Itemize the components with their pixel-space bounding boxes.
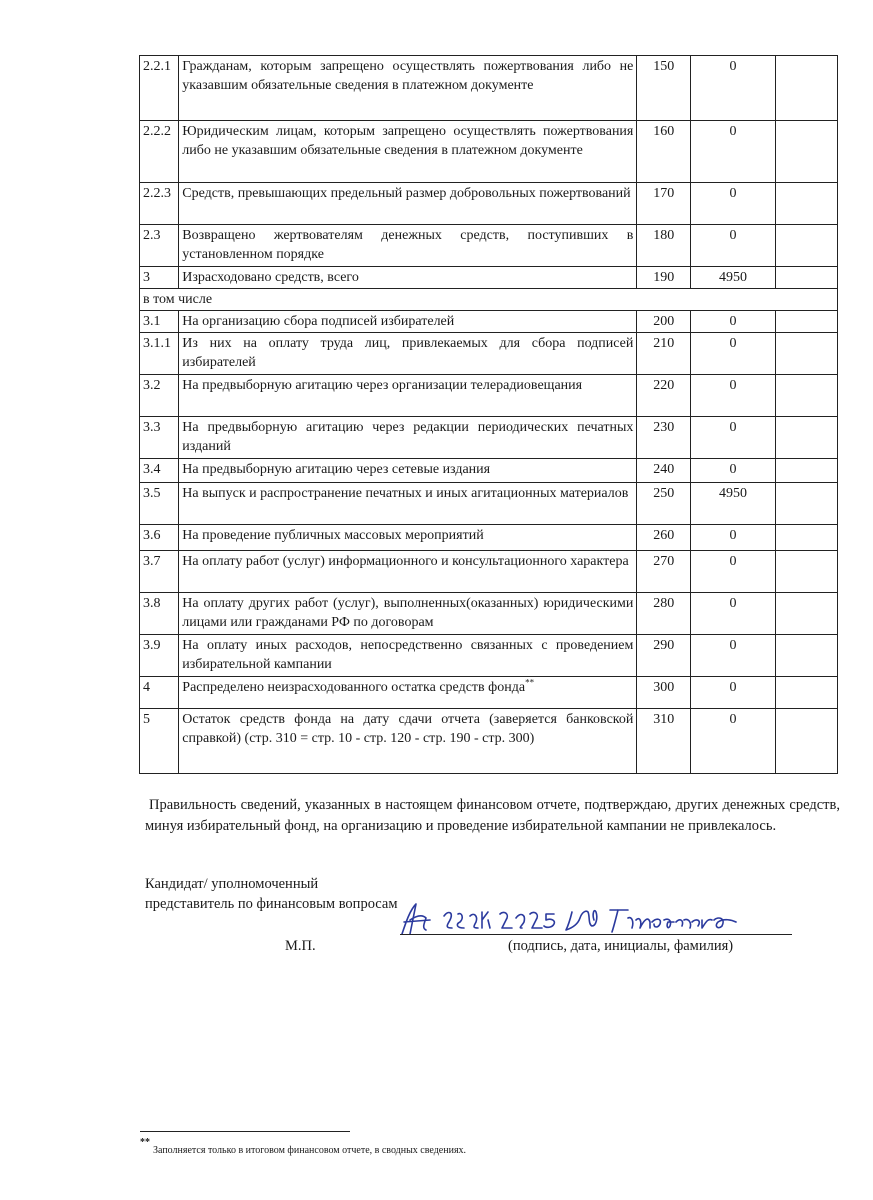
row-description: На предвыборную агитацию через организации телерадиовещания [179, 375, 637, 417]
row-code: 300 [637, 677, 691, 709]
row-value: 0 [691, 709, 776, 774]
row-description: На предвыборную агитацию через редакции периодических печатных изданий [179, 417, 637, 459]
row-code: 190 [637, 267, 691, 289]
row-code: 250 [637, 483, 691, 525]
row-description: Из них на оплату труда лиц, привлекаемых для сбора подписей избирателей [179, 333, 637, 375]
table-row-subheading [140, 289, 838, 311]
footnote-reference: ** [525, 677, 535, 688]
row-note [775, 375, 837, 417]
stamp-placeholder: М.П. [285, 938, 316, 954]
row-value: 0 [691, 417, 776, 459]
row-code: 270 [637, 551, 691, 593]
row-code: 230 [637, 417, 691, 459]
row-value: 0 [691, 635, 776, 677]
row-label: в том числе [140, 289, 838, 311]
row-description: На оплату иных расходов, непосредственно связанных с проведением избирательной кампании [179, 635, 637, 677]
row-note [775, 525, 837, 551]
row-note [775, 311, 837, 333]
row-description-text: Распределено неизрасходованного остатка средств фонда [182, 680, 526, 695]
table-row [140, 56, 838, 121]
row-number: 3.5 [140, 483, 179, 525]
row-number: 3.6 [140, 525, 179, 551]
row-note [775, 225, 837, 267]
table-row [140, 311, 838, 333]
footnote-text: Заполняется только в итоговом финансовом отчете, в сводных сведениях. [153, 1145, 467, 1156]
finance-report-table [139, 55, 838, 774]
table-row [140, 417, 838, 459]
row-description: На организацию сбора подписей избирателей [179, 311, 637, 333]
row-number: 2.2.1 [140, 56, 179, 121]
row-note [775, 417, 837, 459]
row-value: 0 [691, 525, 776, 551]
row-code: 200 [637, 311, 691, 333]
row-number: 3.1 [140, 311, 179, 333]
row-description: Возвращено жертвователям денежных средств, поступивших в установленном порядке [179, 225, 637, 267]
row-number: 2.3 [140, 225, 179, 267]
row-description: На предвыборную агитацию через сетевые издания [179, 459, 637, 483]
row-number: 2.2.3 [140, 183, 179, 225]
row-note [775, 333, 837, 375]
row-code: 220 [637, 375, 691, 417]
table-row [140, 121, 838, 183]
row-description: Израсходовано средств, всего [179, 267, 637, 289]
table-row [140, 677, 838, 709]
row-code: 240 [637, 459, 691, 483]
row-number: 3.9 [140, 635, 179, 677]
row-note [775, 593, 837, 635]
row-code: 290 [637, 635, 691, 677]
row-number: 3.4 [140, 459, 179, 483]
table-row [140, 225, 838, 267]
row-value: 0 [691, 183, 776, 225]
table-row [140, 525, 838, 551]
row-note [775, 183, 837, 225]
row-value: 0 [691, 375, 776, 417]
row-code: 170 [637, 183, 691, 225]
row-code: 310 [637, 709, 691, 774]
row-number: 3.1.1 [140, 333, 179, 375]
row-note [775, 121, 837, 183]
row-description: Остаток средств фонда на дату сдачи отчета (заверяется банковской справкой) (стр. 310 = стр. 10 - стр. 120 - стр. 190 - стр. 300) [179, 709, 637, 774]
row-number: 3.7 [140, 551, 179, 593]
signature-caption: (подпись, дата, инициалы, фамилия) [508, 938, 734, 954]
row-note [775, 635, 837, 677]
row-number: 3 [140, 267, 179, 289]
signer-role-line1: Кандидат/ уполномоченный [145, 876, 319, 892]
row-description [179, 677, 637, 709]
row-value: 0 [691, 593, 776, 635]
row-value: 0 [691, 225, 776, 267]
row-description: Гражданам, которым запрещено осуществлять пожертвования либо не указавшим обязательные сведения в платежном документе [179, 56, 637, 121]
row-number: 5 [140, 709, 179, 774]
row-description: На выпуск и распространение печатных и иных агитационных материалов [179, 483, 637, 525]
row-value: 0 [691, 677, 776, 709]
footnote-mark: ** [140, 1137, 150, 1148]
table-row [140, 635, 838, 677]
row-code: 280 [637, 593, 691, 635]
row-number: 4 [140, 677, 179, 709]
row-description: На оплату работ (услуг) информационного и консультационного характера [179, 551, 637, 593]
table-row [140, 483, 838, 525]
row-number: 3.3 [140, 417, 179, 459]
row-value: 0 [691, 56, 776, 121]
table-row [140, 267, 838, 289]
row-number: 3.8 [140, 593, 179, 635]
row-description: На проведение публичных массовых мероприятий [179, 525, 637, 551]
row-code: 260 [637, 525, 691, 551]
signature-line [400, 934, 792, 935]
row-note [775, 709, 837, 774]
row-code: 210 [637, 333, 691, 375]
row-description: На оплату других работ (услуг), выполненных(оказанных) юридическими лицами или гражданами РФ по договорам [179, 593, 637, 635]
row-number: 3.2 [140, 375, 179, 417]
table-row [140, 375, 838, 417]
table-row [140, 709, 838, 774]
row-note [775, 483, 837, 525]
footnote-divider [140, 1131, 350, 1132]
row-note [775, 459, 837, 483]
table-row [140, 593, 838, 635]
row-number: 2.2.2 [140, 121, 179, 183]
table-row [140, 459, 838, 483]
row-value: 0 [691, 333, 776, 375]
row-code: 180 [637, 225, 691, 267]
row-description: Средств, превышающих предельный размер добровольных пожертвований [179, 183, 637, 225]
row-value: 0 [691, 459, 776, 483]
confirmation-statement: Правильность сведений, указанных в настоящем финансовом отчете, подтверждаю, других денежных средств, минуя избирательный фонд, на организацию и проведение избирательной кампании не привлекалось. [145, 797, 840, 834]
row-note [775, 56, 837, 121]
row-description: Юридическим лицам, которым запрещено осуществлять пожертвования либо не указавшим обязательные сведения в платежном документе [179, 121, 637, 183]
row-value: 4950 [691, 483, 776, 525]
row-value: 0 [691, 551, 776, 593]
table-row [140, 183, 838, 225]
row-value: 0 [691, 121, 776, 183]
row-note [775, 551, 837, 593]
row-value: 0 [691, 311, 776, 333]
row-note [775, 267, 837, 289]
row-code: 160 [637, 121, 691, 183]
signer-role-line2: представитель по финансовым вопросам [145, 896, 398, 912]
table-row [140, 333, 838, 375]
table-row [140, 551, 838, 593]
row-note [775, 677, 837, 709]
row-code: 150 [637, 56, 691, 121]
row-value: 4950 [691, 267, 776, 289]
